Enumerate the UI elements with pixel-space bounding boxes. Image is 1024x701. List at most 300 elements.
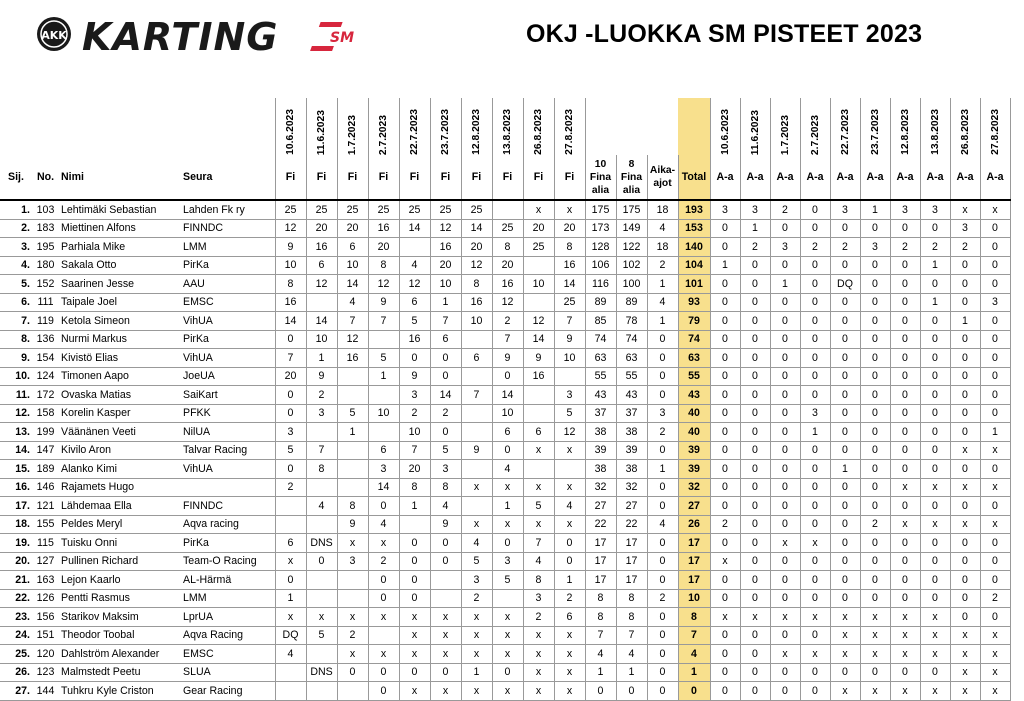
cell-qual-points: 0 — [710, 682, 740, 701]
cell-final-points: 10 — [430, 275, 461, 294]
cell-final-points — [306, 515, 337, 534]
cell-qual-points: 0 — [800, 386, 830, 405]
cell-final-points: 3 — [399, 386, 430, 405]
logo-badge-text: AKK — [41, 29, 67, 42]
cell-qual-points: 0 — [920, 663, 950, 682]
cell-qual-points: 0 — [830, 312, 860, 331]
cell-final-points: 6 — [337, 238, 368, 257]
cell-qual-points: 0 — [830, 293, 860, 312]
col-race-header: Fi — [461, 155, 492, 200]
cell-final-points: 8 — [399, 478, 430, 497]
cell-position: 6. — [0, 293, 32, 312]
cell-driver-name: Parhiala Mike — [59, 238, 181, 257]
cell-best10: 17 — [585, 571, 616, 590]
col-best10-header-line: alia — [591, 184, 610, 196]
cell-qual-points: 0 — [710, 293, 740, 312]
race-date-label: 22.7.2023 — [409, 109, 420, 155]
qual-date-label: 10.6.2023 — [719, 109, 731, 155]
cell-final-points: 14 — [275, 312, 306, 331]
cell-qual-points: 0 — [980, 275, 1010, 294]
cell-driver-name: Starikov Maksim — [59, 608, 181, 627]
cell-position: 12. — [0, 404, 32, 423]
table-row — [0, 460, 1010, 479]
cell-time-trial: 3 — [647, 404, 678, 423]
cell-club: EMSC — [181, 293, 275, 312]
cell-qual-points: 0 — [740, 497, 770, 516]
cell-final-points: 0 — [399, 349, 430, 368]
cell-best8: 17 — [616, 552, 647, 571]
cell-qual-points: 0 — [950, 608, 980, 627]
cell-qual-points: 0 — [740, 423, 770, 442]
cell-best8: 149 — [616, 219, 647, 238]
cell-qual-points: 0 — [980, 534, 1010, 553]
cell-final-points: 16 — [461, 293, 492, 312]
cell-best8: 38 — [616, 423, 647, 442]
cell-final-points: 5 — [554, 404, 585, 423]
cell-final-points: 20 — [306, 219, 337, 238]
cell-driver-name: Malmstedt Peetu — [59, 663, 181, 682]
cell-final-points: 0 — [368, 571, 399, 590]
logo-wordmark: KARTING — [82, 15, 279, 59]
table-row — [0, 275, 1010, 294]
qual-date-label: 11.6.2023 — [749, 109, 761, 155]
cell-final-points: 10 — [461, 312, 492, 331]
table-row — [0, 608, 1010, 627]
cell-time-trial: 0 — [647, 645, 678, 664]
cell-final-points: x — [554, 645, 585, 664]
cell-final-points: 0 — [430, 367, 461, 386]
cell-best10: 27 — [585, 497, 616, 516]
cell-qual-points: x — [920, 645, 950, 664]
col-best10-header-line: 10 — [594, 158, 607, 170]
cell-club: LMM — [181, 238, 275, 257]
cell-number: 195 — [32, 238, 59, 257]
cell-number: 183 — [32, 219, 59, 238]
cell-qual-points: 0 — [890, 256, 920, 275]
cell-final-points — [337, 386, 368, 405]
cell-final-points: 0 — [492, 663, 523, 682]
race-date-header — [461, 98, 492, 155]
cell-final-points — [306, 293, 337, 312]
cell-qual-points: 3 — [770, 238, 800, 257]
cell-best10: 116 — [585, 275, 616, 294]
cell-driver-name: Sakala Otto — [59, 256, 181, 275]
cell-club: PFKK — [181, 404, 275, 423]
cell-final-points: 6 — [461, 349, 492, 368]
cell-qual-points: 0 — [710, 645, 740, 664]
cell-final-points: x — [337, 534, 368, 553]
cell-qual-points: 0 — [830, 423, 860, 442]
cell-total: 0 — [678, 682, 710, 701]
cell-club: Lahden Fk ry — [181, 200, 275, 219]
cell-best10: 37 — [585, 404, 616, 423]
cell-time-trial: 1 — [647, 460, 678, 479]
cell-total: 79 — [678, 312, 710, 331]
col-qual-header: A-a — [950, 155, 980, 200]
cell-qual-points: 0 — [920, 404, 950, 423]
cell-qual-points: 1 — [860, 200, 890, 219]
cell-best10: 8 — [585, 608, 616, 627]
cell-final-points: 2 — [554, 589, 585, 608]
table-row — [0, 423, 1010, 442]
cell-driver-name: Alanko Kimi — [59, 460, 181, 479]
race-date-header — [275, 98, 306, 155]
cell-final-points — [399, 238, 430, 257]
cell-total: 140 — [678, 238, 710, 257]
cell-final-points: 9 — [368, 293, 399, 312]
cell-final-points: 5 — [399, 312, 430, 331]
cell-best10: 89 — [585, 293, 616, 312]
cell-qual-points: 0 — [770, 589, 800, 608]
cell-club: VihUA — [181, 349, 275, 368]
cell-final-points: x — [275, 608, 306, 627]
cell-qual-points: 0 — [920, 312, 950, 331]
cell-qual-points: 0 — [920, 275, 950, 294]
cell-qual-points: 0 — [920, 349, 950, 368]
cell-final-points: 1 — [306, 349, 337, 368]
cell-qual-points: x — [980, 682, 1010, 701]
col-club-header: Seura — [181, 155, 275, 200]
table-row — [0, 312, 1010, 331]
cell-club: SLUA — [181, 663, 275, 682]
cell-club: Team-O Racing — [181, 552, 275, 571]
cell-final-points: 25 — [275, 200, 306, 219]
cell-qual-points: 2 — [770, 200, 800, 219]
cell-final-points: 0 — [368, 589, 399, 608]
cell-number: 156 — [32, 608, 59, 627]
cell-qual-points: 0 — [800, 293, 830, 312]
cell-qual-points: 0 — [770, 293, 800, 312]
cell-final-points: 2 — [430, 404, 461, 423]
cell-club: VihUA — [181, 312, 275, 331]
qual-date-header — [740, 98, 770, 155]
cell-best10: 106 — [585, 256, 616, 275]
cell-final-points: 6 — [306, 256, 337, 275]
cell-final-points — [337, 571, 368, 590]
cell-best10: 39 — [585, 441, 616, 460]
cell-qual-points: x — [980, 515, 1010, 534]
cell-position: 27. — [0, 682, 32, 701]
cell-final-points — [275, 497, 306, 516]
cell-final-points: 9 — [337, 515, 368, 534]
cell-final-points: 0 — [399, 571, 430, 590]
cell-qual-points: x — [890, 645, 920, 664]
cell-qual-points: DQ — [830, 275, 860, 294]
cell-qual-points: 0 — [920, 552, 950, 571]
cell-final-points: 0 — [492, 367, 523, 386]
cell-final-points: 4 — [554, 497, 585, 516]
cell-qual-points: 0 — [830, 497, 860, 516]
cell-qual-points: 0 — [770, 441, 800, 460]
cell-qual-points: 0 — [800, 256, 830, 275]
cell-final-points: 25 — [554, 293, 585, 312]
cell-driver-name: Ketola Simeon — [59, 312, 181, 331]
cell-club: Gear Racing — [181, 682, 275, 701]
qual-date-label: 1.7.2023 — [779, 114, 791, 155]
cell-final-points: 0 — [399, 552, 430, 571]
cell-final-points: 0 — [275, 571, 306, 590]
cell-number: 127 — [32, 552, 59, 571]
cell-qual-points: 0 — [800, 275, 830, 294]
cell-qual-points: 3 — [950, 219, 980, 238]
cell-final-points — [306, 478, 337, 497]
cell-qual-points: 0 — [770, 682, 800, 701]
cell-driver-name: Dahlström Alexander — [59, 645, 181, 664]
cell-qual-points: 0 — [980, 330, 1010, 349]
cell-qual-points: 3 — [740, 200, 770, 219]
cell-final-points — [306, 645, 337, 664]
cell-final-points — [368, 423, 399, 442]
col-qual-header: A-a — [830, 155, 860, 200]
cell-final-points: x — [523, 478, 554, 497]
cell-qual-points: 1 — [740, 219, 770, 238]
cell-final-points — [523, 386, 554, 405]
cell-qual-points: 0 — [740, 515, 770, 534]
cell-club: SaiKart — [181, 386, 275, 405]
cell-qual-points: 0 — [950, 571, 980, 590]
cell-final-points: 0 — [275, 404, 306, 423]
cell-final-points: 10 — [275, 256, 306, 275]
header-spacer — [647, 98, 678, 155]
cell-position: 14. — [0, 441, 32, 460]
cell-qual-points: 0 — [770, 626, 800, 645]
cell-qual-points: x — [890, 515, 920, 534]
cell-final-points: 16 — [337, 349, 368, 368]
cell-final-points: 0 — [368, 497, 399, 516]
cell-final-points: 0 — [554, 552, 585, 571]
cell-final-points: x — [492, 608, 523, 627]
cell-best8: 122 — [616, 238, 647, 257]
cell-final-points — [337, 441, 368, 460]
table-row — [0, 441, 1010, 460]
cell-qual-points: 0 — [890, 312, 920, 331]
cell-final-points — [492, 200, 523, 219]
cell-qual-points: 0 — [800, 663, 830, 682]
cell-final-points: 4 — [306, 497, 337, 516]
cell-qual-points: 0 — [830, 367, 860, 386]
cell-final-points: DQ — [275, 626, 306, 645]
cell-best10: 175 — [585, 200, 616, 219]
cell-qual-points: 0 — [770, 219, 800, 238]
cell-final-points: 6 — [430, 330, 461, 349]
cell-best8: 74 — [616, 330, 647, 349]
cell-final-points — [430, 589, 461, 608]
race-date-header — [492, 98, 523, 155]
race-date-label: 13.8.2023 — [502, 109, 513, 155]
cell-position: 8. — [0, 330, 32, 349]
cell-final-points: x — [523, 682, 554, 701]
cell-number: 172 — [32, 386, 59, 405]
cell-best8: 63 — [616, 349, 647, 368]
cell-qual-points: 0 — [800, 478, 830, 497]
cell-club: Aqva racing — [181, 515, 275, 534]
cell-driver-name: Kivistö Elias — [59, 349, 181, 368]
cell-final-points: 0 — [399, 534, 430, 553]
cell-best10: 63 — [585, 349, 616, 368]
cell-best10: 8 — [585, 589, 616, 608]
cell-best10: 43 — [585, 386, 616, 405]
standings-table — [0, 98, 1011, 701]
cell-club: JoeUA — [181, 367, 275, 386]
cell-best8: 17 — [616, 571, 647, 590]
cell-qual-points: x — [980, 645, 1010, 664]
cell-qual-points: 0 — [950, 349, 980, 368]
cell-qual-points: 0 — [920, 571, 950, 590]
cell-final-points: 12 — [306, 275, 337, 294]
cell-best8: 17 — [616, 534, 647, 553]
cell-qual-points: 0 — [980, 404, 1010, 423]
cell-time-trial: 0 — [647, 534, 678, 553]
cell-final-points: x — [430, 645, 461, 664]
cell-final-points: x — [523, 515, 554, 534]
cell-qual-points: 0 — [710, 423, 740, 442]
cell-qual-points: 0 — [890, 663, 920, 682]
cell-qual-points: 1 — [920, 293, 950, 312]
cell-qual-points: 3 — [890, 200, 920, 219]
cell-final-points: 10 — [399, 423, 430, 442]
cell-position: 17. — [0, 497, 32, 516]
cell-final-points — [306, 423, 337, 442]
cell-final-points: DNS — [306, 534, 337, 553]
cell-qual-points: 0 — [770, 515, 800, 534]
cell-qual-points: 0 — [950, 589, 980, 608]
cell-qual-points: 0 — [710, 219, 740, 238]
cell-qual-points: 0 — [740, 441, 770, 460]
cell-qual-points: 0 — [740, 552, 770, 571]
cell-time-trial: 1 — [647, 275, 678, 294]
cell-qual-points: 0 — [860, 441, 890, 460]
cell-qual-points: 0 — [860, 330, 890, 349]
cell-final-points — [430, 571, 461, 590]
table-row — [0, 367, 1010, 386]
cell-position: 3. — [0, 238, 32, 257]
date-header-row — [0, 98, 1010, 155]
cell-qual-points: x — [950, 682, 980, 701]
cell-position: 21. — [0, 571, 32, 590]
cell-time-trial: 0 — [647, 497, 678, 516]
cell-number: 152 — [32, 275, 59, 294]
cell-qual-points: 0 — [890, 219, 920, 238]
cell-qual-points: 0 — [740, 256, 770, 275]
cell-final-points: 10 — [523, 275, 554, 294]
cell-club — [181, 478, 275, 497]
cell-best8: 8 — [616, 608, 647, 627]
race-date-header — [368, 98, 399, 155]
cell-position: 10. — [0, 367, 32, 386]
cell-final-points: 20 — [461, 238, 492, 257]
cell-club: AL-Härmä — [181, 571, 275, 590]
cell-final-points: 12 — [430, 219, 461, 238]
cell-final-points: 0 — [275, 386, 306, 405]
cell-qual-points: 0 — [740, 663, 770, 682]
cell-final-points: 3 — [523, 589, 554, 608]
table-row — [0, 219, 1010, 238]
col-pos-header: Sij. — [0, 155, 32, 200]
cell-best10: 0 — [585, 682, 616, 701]
table-row — [0, 256, 1010, 275]
cell-qual-points: 0 — [740, 367, 770, 386]
cell-final-points: 8 — [492, 238, 523, 257]
cell-final-points: 1 — [337, 423, 368, 442]
cell-final-points: 6 — [492, 423, 523, 442]
col-time-header-line: ajot — [653, 178, 672, 189]
cell-final-points: 3 — [492, 552, 523, 571]
header-spacer — [59, 98, 181, 155]
cell-qual-points: 3 — [920, 200, 950, 219]
col-qual-header: A-a — [800, 155, 830, 200]
cell-driver-name: Tuisku Onni — [59, 534, 181, 553]
cell-qual-points: 0 — [830, 589, 860, 608]
race-date-label: 12.8.2023 — [471, 109, 482, 155]
cell-best10: 128 — [585, 238, 616, 257]
cell-qual-points: 0 — [860, 367, 890, 386]
cell-qual-points: x — [980, 200, 1010, 219]
cell-final-points: 1 — [430, 293, 461, 312]
cell-qual-points: 0 — [740, 386, 770, 405]
cell-qual-points: x — [920, 682, 950, 701]
cell-club: PirKa — [181, 256, 275, 275]
cell-best8: 37 — [616, 404, 647, 423]
cell-qual-points: 0 — [980, 238, 1010, 257]
cell-driver-name: Lejon Kaarlo — [59, 571, 181, 590]
cell-qual-points: 0 — [920, 423, 950, 442]
cell-qual-points: x — [770, 608, 800, 627]
cell-final-points: x — [554, 515, 585, 534]
cell-final-points: x — [461, 682, 492, 701]
qual-date-label: 12.8.2023 — [899, 109, 911, 155]
col-best10-header-line: Fina — [589, 171, 612, 183]
cell-final-points: 1 — [461, 663, 492, 682]
cell-time-trial: 0 — [647, 330, 678, 349]
cell-qual-points: 0 — [800, 682, 830, 701]
cell-qual-points: 0 — [980, 497, 1010, 516]
cell-best8: 43 — [616, 386, 647, 405]
cell-final-points: 9 — [492, 349, 523, 368]
qual-date-header — [770, 98, 800, 155]
cell-final-points: 9 — [554, 330, 585, 349]
cell-final-points: x — [523, 626, 554, 645]
col-time-header — [647, 155, 678, 200]
cell-position: 22. — [0, 589, 32, 608]
table-row — [0, 645, 1010, 664]
cell-final-points — [461, 330, 492, 349]
cell-number: 147 — [32, 441, 59, 460]
cell-position: 19. — [0, 534, 32, 553]
race-date-label: 23.7.2023 — [440, 109, 451, 155]
cell-final-points: 12 — [492, 293, 523, 312]
cell-qual-points: 0 — [770, 330, 800, 349]
cell-final-points: 1 — [554, 571, 585, 590]
cell-club: PirKa — [181, 330, 275, 349]
cell-qual-points: 0 — [950, 330, 980, 349]
header-spacer — [32, 98, 59, 155]
cell-qual-points: 0 — [890, 367, 920, 386]
cell-best8: 39 — [616, 441, 647, 460]
cell-number: 155 — [32, 515, 59, 534]
cell-final-points: 5 — [337, 404, 368, 423]
cell-position: 7. — [0, 312, 32, 331]
cell-time-trial: 0 — [647, 552, 678, 571]
cell-final-points: 7 — [306, 441, 337, 460]
cell-final-points: 14 — [523, 330, 554, 349]
cell-qual-points: 0 — [800, 367, 830, 386]
cell-number: 199 — [32, 423, 59, 442]
cell-final-points: 4 — [275, 645, 306, 664]
cell-qual-points: 0 — [980, 219, 1010, 238]
cell-position: 25. — [0, 645, 32, 664]
qual-date-header — [800, 98, 830, 155]
cell-best8: 89 — [616, 293, 647, 312]
